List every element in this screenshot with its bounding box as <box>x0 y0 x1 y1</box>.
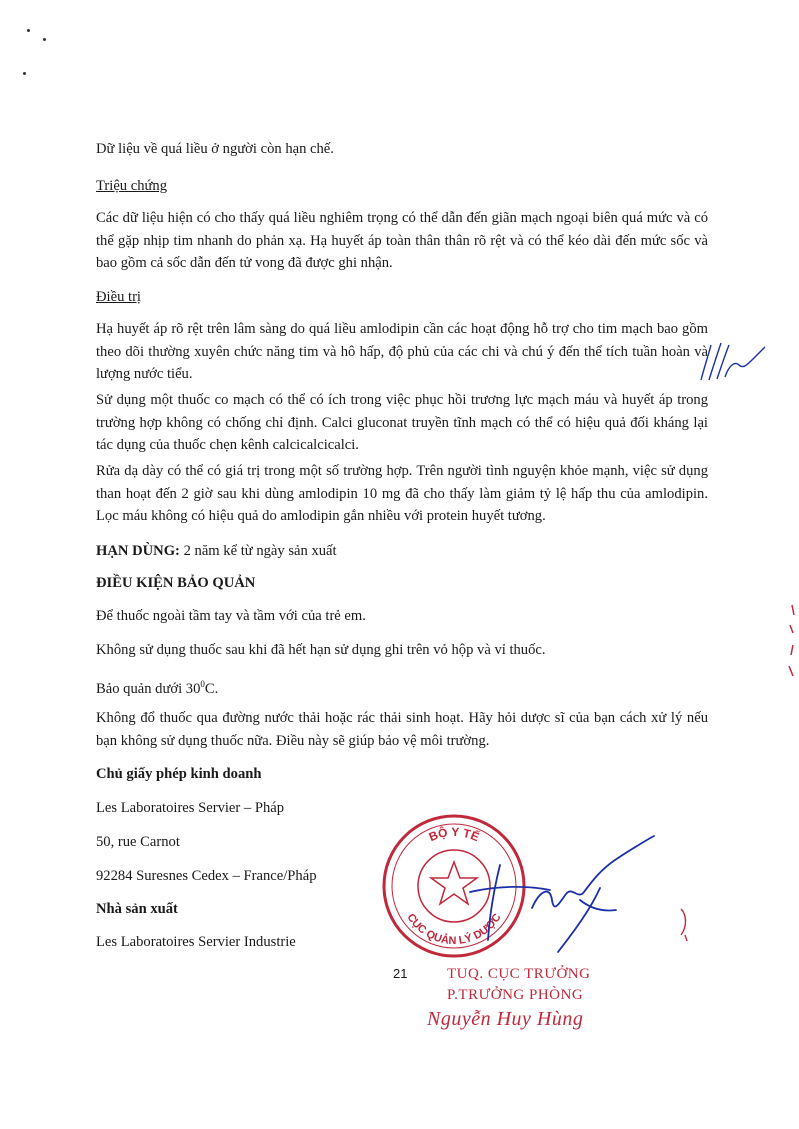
temperature-text: Bảo quản dưới 30 <box>96 680 201 697</box>
storage-item-expiry: Không sử dụng thuốc sau khi đã hết hạn sử dụng ghi trên vỏ hộp và vỉ thuốc. <box>96 642 546 658</box>
edge-stamp-fragment <box>675 905 695 945</box>
license-holder-address-1: 50, rue Carnot <box>96 834 180 850</box>
license-holder-name: Les Laboratoires Servier – Pháp <box>96 800 285 816</box>
heading-manufacturer: Nhà sản xuất <box>96 901 178 917</box>
heading-storage: ĐIỀU KIỆN BẢO QUẢN <box>96 575 256 591</box>
seal-bottom-text: CỤC QUẢN LÝ DƯỢC <box>404 911 504 948</box>
shelf-life-label: HẠN DÙNG: <box>96 543 180 559</box>
scan-dot <box>27 29 30 32</box>
heading-symptoms: Triệu chứng <box>96 178 168 194</box>
storage-item-children: Để thuốc ngoài tầm tay và tầm với của trẻ em. <box>96 608 366 624</box>
temperature-unit: C. <box>204 680 219 697</box>
shelf-life-value: 2 năm kể từ ngày sản xuất <box>179 543 337 559</box>
storage-item-disposal: Không đổ thuốc qua đường nước thải hoặc rác thải sinh hoạt. Hãy hỏi dược sĩ của bạn cách xử lý nếu bạn không sử dụng thuốc nữa. Điều này sẽ giúp bảo vệ môi trường. <box>96 710 708 749</box>
heading-license-holder: Chủ giấy phép kinh doanh <box>96 766 262 782</box>
paragraph-treatment-1: Hạ huyết áp rõ rệt trên lâm sàng do quá liều amlodipin cần các hoạt động hỗ trợ cho tim mạch bao gồm theo dõi thường xuyên chức năng tim và hô hấp, độ phủ của các chi và chú ý đến thể tích tuần hoàn và lượng nước tiểu. <box>96 321 708 382</box>
shelf-life-line <box>96 540 708 563</box>
edge-stamp-fragment <box>784 600 798 690</box>
paragraph-overdose-data: Dữ liệu về quá liều ở người còn hạn chế. <box>96 141 334 157</box>
stamp-title-line-2: P.TRƯỞNG PHÒNG <box>447 987 584 1003</box>
signer-name: Nguyễn Huy Hùng <box>427 1008 584 1030</box>
scan-dot <box>43 38 46 41</box>
storage-item-temperature <box>96 673 708 700</box>
handwritten-signature <box>440 830 660 960</box>
manufacturer-name: Les Laboratoires Servier Industrie <box>96 934 296 950</box>
paragraph-treatment-3: Rửa dạ dày có thể có giá trị trong một số trường hợp. Trên người tình nguyện khỏe mạnh, việc sử dụng than hoạt đến 2 giờ sau khi dùng amlodipin 10 mg đã cho thấy làm giảm tỷ lệ hấp thu của amlodipin. Lọc máu không có hiệu quả do amlodipin gắn nhiều với protein huyết tương. <box>96 463 708 524</box>
license-holder-address-2: 92284 Suresnes Cedex – France/Pháp <box>96 868 317 884</box>
degree-superscript: 0 <box>200 679 205 689</box>
paragraph-treatment-2: Sử dụng một thuốc co mạch có thể có ích trong việc phục hồi trương lực mạch máu và huyết áp trong trường hợp không có chống chỉ định. Calci gluconat truyền tĩnh mạch có thể có hiệu quả đối kháng lại tác dụng của thuốc chẹn kênh calcicalcicalci. <box>96 392 708 453</box>
paragraph-symptoms: Các dữ liệu hiện có cho thấy quá liều nghiêm trọng có thể dẫn đến giãn mạch ngoại biên quá mức và có thể gặp nhịp tim nhanh do phản xạ. Hạ huyết áp toàn thân thân rõ rệt và có thể kéo dài đến mức sốc và bao gồm cả sốc dẫn đến tử vong đã được ghi nhận. <box>96 210 708 271</box>
page-number: 21 <box>393 966 408 981</box>
margin-initials <box>695 335 770 385</box>
stamp-title-line-1: TUQ. CỤC TRƯỞNG <box>447 966 591 982</box>
scan-dot <box>23 72 26 75</box>
heading-treatment: Điều trị <box>96 289 141 305</box>
seal-top-text: BỘ Y TẾ <box>426 824 482 845</box>
